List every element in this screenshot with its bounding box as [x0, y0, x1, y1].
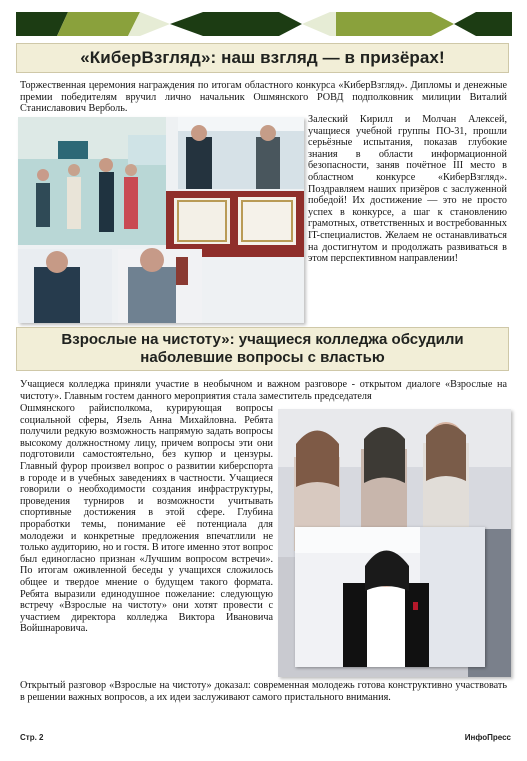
- article-1-right-column: Залеский Кирилл и Молчан Алексей, учащиеся учебной группы ПО-31, прошли серьёзные испытания, показав глубокие знания в области информационной безопасности, заняв почётное III место в областном конкурсе «КиберВзгляд». Поздравляем наших призёров с заслуженной победой! Их достижение — это не просто успех в конкурсе, а шаг к становлению грамотных, ответственных и востребованных IT-специалистов. Желаем не останавливаться на достигнутом и продолжать развиваться в этом перспективном направлении!: [308, 114, 507, 265]
- article-2-closing: Открытый разговор «Взрослые на чистоту» доказал: современная молодежь готова конструктивно участвовать в решении важных вопросов, а их идеи заслуживают самого пристального внимания.: [20, 680, 507, 703]
- article-2-intro: Учащиеся колледжа приняли участие в необычном и важном разговоре - открытом диалоге «Взрослые на чистоту». Главным гостем данного мероприятия стала заместитель председателя: [20, 379, 507, 402]
- decorative-header-band: [16, 12, 512, 36]
- page-footer: [20, 733, 511, 745]
- section-title-1: «КиберВзгляд»: наш взгляд — в призёрах!: [16, 43, 509, 73]
- photo-collage-1: [18, 117, 304, 323]
- speaker-photo: [295, 527, 485, 667]
- article-2-left-column: Ошмянского райисполкома, курирующая вопросы социальной сферы, Язель Анна Михайловна. Ребята получили редкую возможность напрямую задать вопросы высокому должностному лицу, причем вопросы эти они подготовили самостоятельно, без купюр и цензуры. Главный фурор произвел вопрос о развитии киберспорта в городе и в учебных заведениях в частности. Учащиеся говорили о необходимости создания инфраструктуры, проведения турниров и возможности учитывать спортивные достижения в этой сфере. Глубина проработки темы, понимание её потенциала для молодежи и конкретные предложения впечатлили не только аудиторию, но и гостя. В итоге именно этот вопрос был единогласно признан «Лучшим вопросом встречи». По итогам оживленной беседы у учащихся сложилось общее и твердое мнение о будущем такого формата. Ребята выразили единодушное пожелание: следующую встречу «Взрослые на чистоту» они хотят провести с участием директора колледжа Виктора Ивановича Войшнаровича.: [20, 403, 273, 635]
- publication-name: ИнфоПресс: [464, 733, 511, 742]
- article-1-intro: Торжественная церемония награждения по итогам областного конкурса «КиберВзгляд». Дипломы и денежные премии победителям вручил лично начальник Ошмянского РОВД подполковник милиции Виталий Станиславович Верболь.: [20, 80, 507, 115]
- section-title-2: Взрослые на чистоту»: учащиеся колледжа обсудили наболевшие вопросы с властью: [16, 327, 509, 371]
- page-number: Стр. 2: [20, 733, 44, 742]
